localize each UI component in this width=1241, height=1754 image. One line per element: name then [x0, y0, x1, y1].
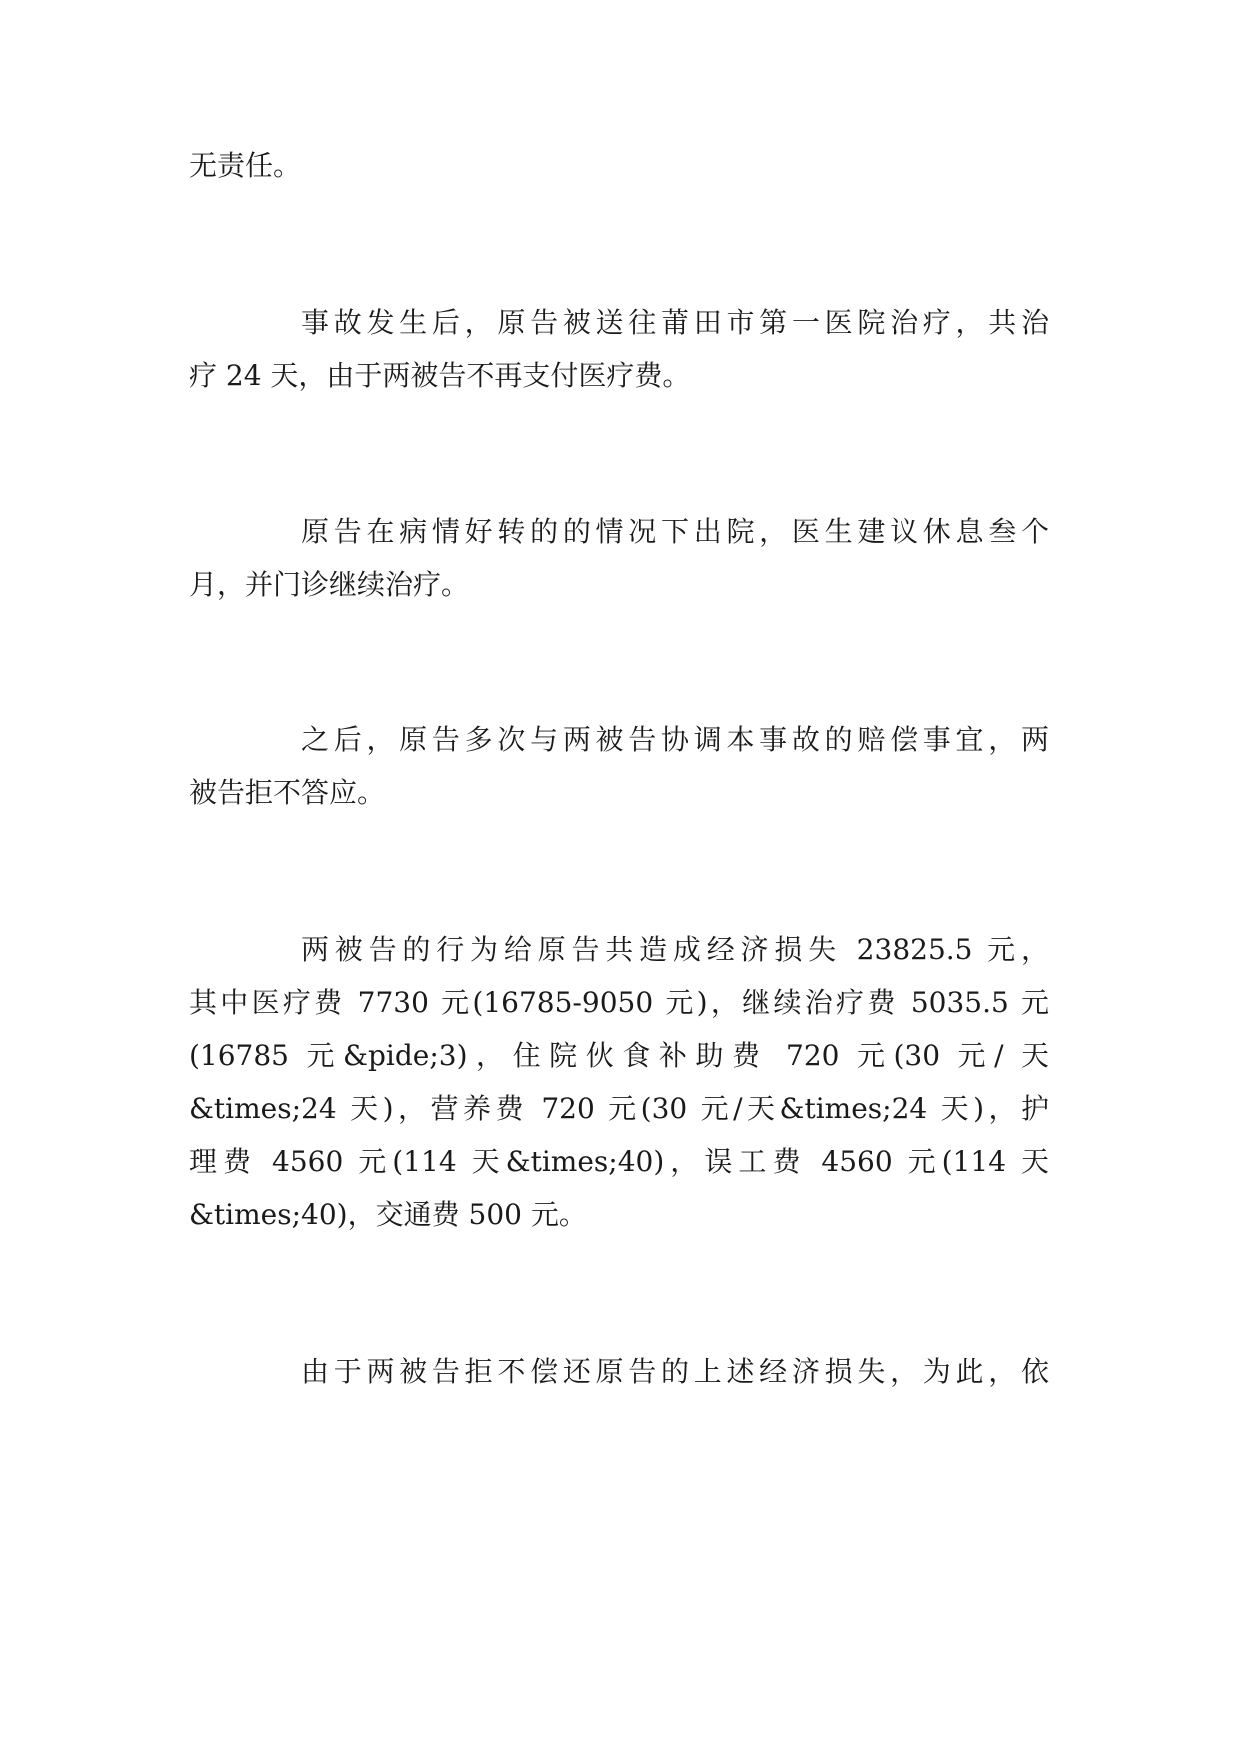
paragraph-line: 由于两被告拒不偿还原告的上述经济损失，为此，依	[301, 1355, 1049, 1388]
paragraph-line: 月，并门诊继续治疗。	[189, 568, 470, 601]
paragraph-line: &times;40)，交通费 500 元。	[189, 1198, 587, 1231]
paragraph-line: 其中医疗费 7730 元(16785-9050 元)，继续治疗费 5035.5 元	[189, 986, 1049, 1019]
paragraph-line: 理费 4560 元(114 天&times;40)，误工费 4560 元(114 天	[189, 1145, 1049, 1178]
paragraph-line: 被告拒不答应。	[189, 776, 386, 809]
paragraph-line: 两被告的行为给原告共造成经济损失 23825.5 元，	[301, 933, 1049, 966]
paragraph-line: 原告在病情好转的的情况下出院，医生建议休息叁个	[301, 515, 1049, 548]
paragraph-line: (16785 元&pide;3)，住院伙食补助费 720 元(30 元/ 天	[189, 1039, 1049, 1072]
paragraph-line: 无责任。	[189, 149, 302, 182]
paragraph-line: 事故发生后，原告被送往莆田市第一医院治疗，共治	[301, 306, 1049, 339]
paragraph-line: &times;24 天)，营养费 720 元(30 元/天&times;24 天)，护	[189, 1092, 1049, 1125]
paragraph-line: 之后，原告多次与两被告协调本事故的赔偿事宜，两	[301, 723, 1049, 756]
paragraph-line: 疗 24 天，由于两被告不再支付医疗费。	[189, 359, 691, 392]
